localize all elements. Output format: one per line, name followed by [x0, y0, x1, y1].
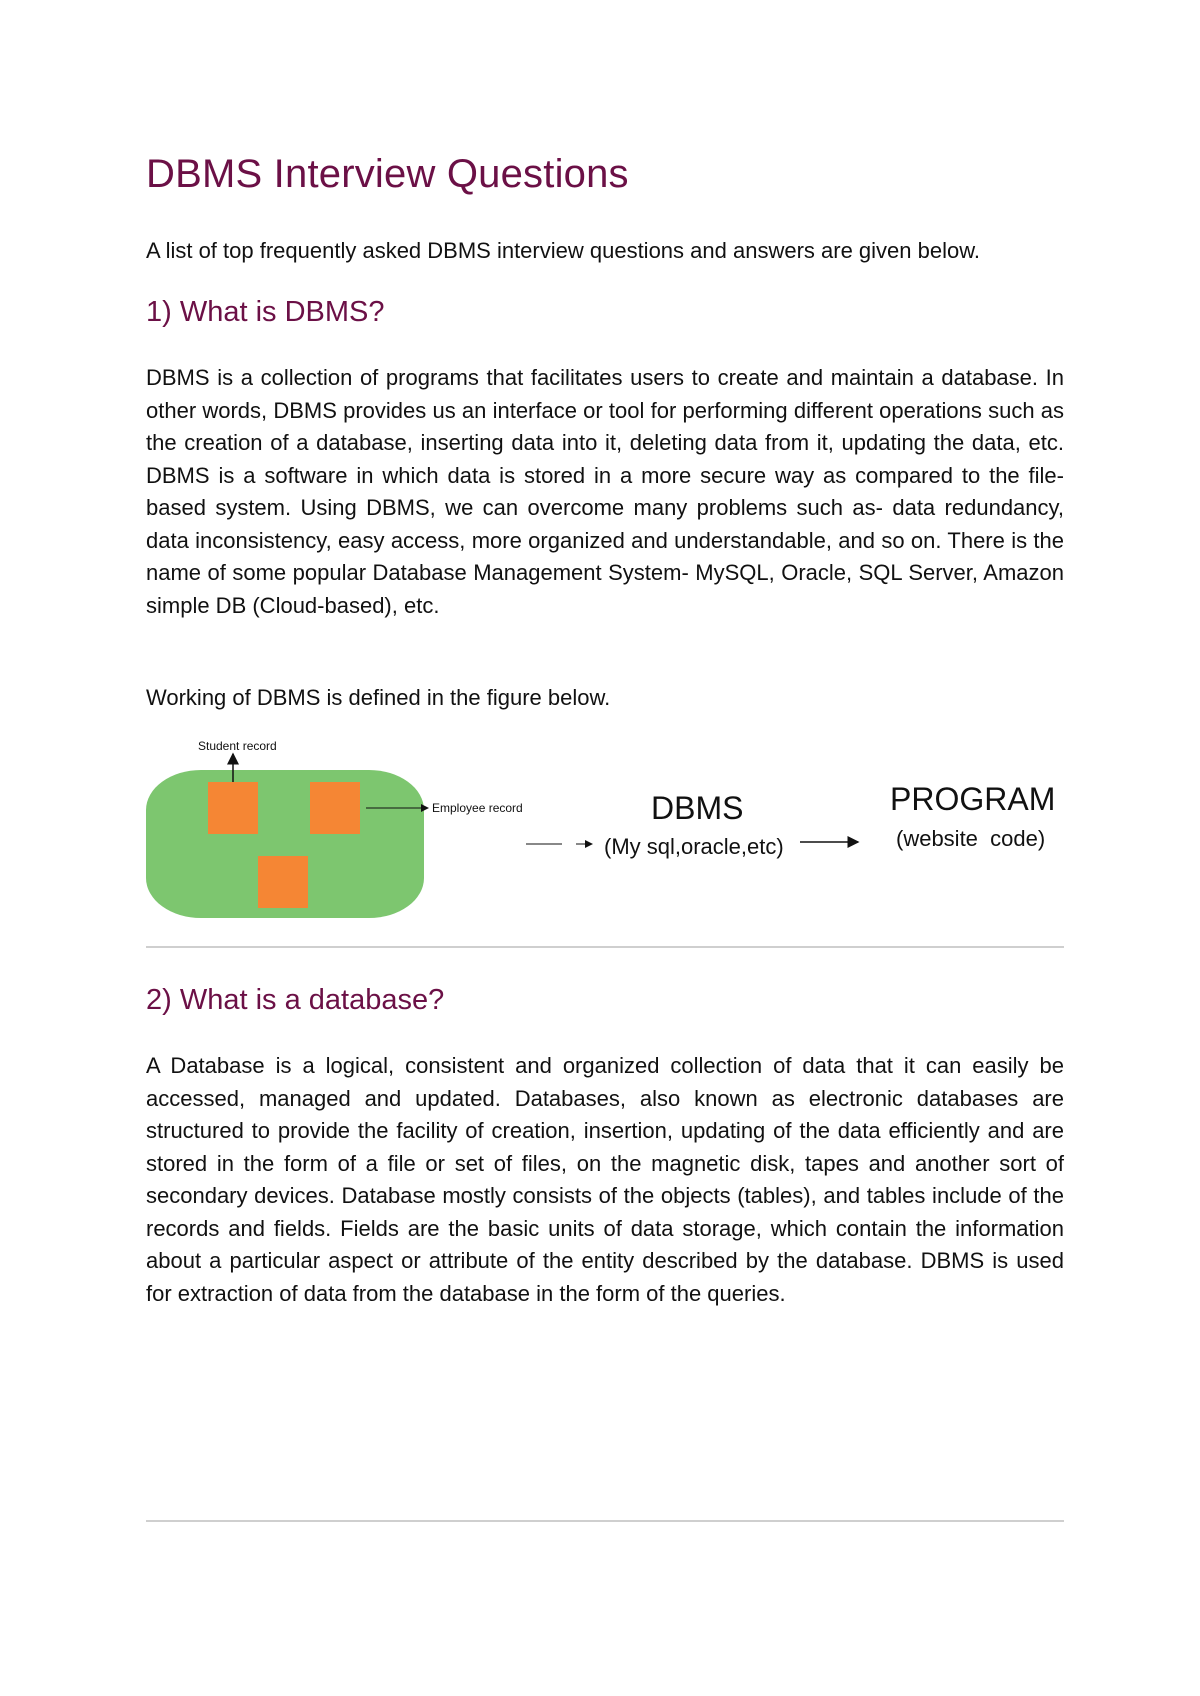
student-record-box — [208, 782, 258, 834]
question-1-answer: DBMS is a collection of programs that facilitates users to create and maintain a database. In other words, DBMS provides us an interface or tool for performing different operations such as the creation of a database, inserting data into it, deleting data from it, updating the data, etc. DBMS is a software in which data is stored in a more secure way as compared to the file-based system. Using DBMS, we can overcome many problems such as- data redundancy, data inconsistency, easy access, more organized and understandable, and so on. There is the name of some popular Database Management System- MySQL, Oracle, SQL Server, Amazon simple DB (Cloud-based), etc. — [146, 365, 1064, 618]
question-1-heading: 1) What is DBMS? — [146, 296, 385, 328]
program-label: PROGRAM — [890, 781, 1056, 817]
dbms-label: DBMS — [651, 790, 744, 826]
program-subtitle: (website code) — [896, 826, 1046, 851]
employee-record-label: Employee record — [432, 801, 523, 815]
section-divider-bottom — [146, 1520, 1064, 1522]
page-title: DBMS Interview Questions — [146, 152, 629, 196]
intro-text: A list of top frequently asked DBMS interview questions and answers are given below. — [146, 238, 981, 263]
student-record-label: Student record — [198, 739, 277, 753]
document-page — [146, 0, 1064, 1696]
section-divider — [146, 946, 1064, 948]
figure-intro-text: Working of DBMS is defined in the figure below. — [146, 685, 611, 710]
dbms-working-diagram — [146, 730, 1064, 930]
record-box — [258, 856, 308, 908]
employee-record-box — [310, 782, 360, 834]
dbms-subtitle: (My sql,oracle,etc) — [604, 834, 784, 859]
question-2-heading: 2) What is a database? — [146, 984, 445, 1016]
question-2-answer: A Database is a logical, consistent and organized collection of data that it can easily be accessed, managed and updated. Databases, also known as electronic databases are structured to provide the facility of creation, insertion, updating of the data efficiently and are stored in the form of a file or set of files, on the magnetic disk, tapes and another sort of secondary devices. Database mostly consists of the objects (tables), and tables include of the records and fields. Fields are the basic units of data storage, which contain the information about a particular aspect or attribute of the entity described by the database. DBMS is used for extraction of data from the database in the form of the queries. — [146, 1053, 1064, 1306]
